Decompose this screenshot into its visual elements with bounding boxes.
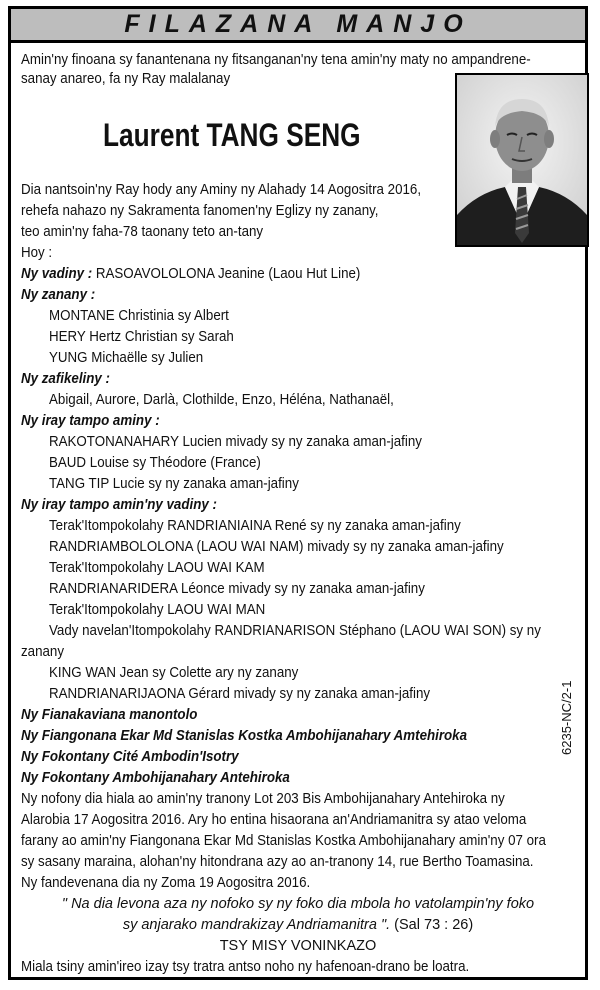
organization-line: Ny Fokontany Cité Ambodin'Isotry bbox=[21, 749, 239, 765]
inlaws-label: Ny iray tampo amin'ny vadiny : bbox=[21, 497, 217, 513]
children-label: Ny zanany : bbox=[21, 287, 96, 303]
spouse-label: Ny vadiny : bbox=[21, 266, 93, 282]
organization-line: Ny Fianakaviana manontolo bbox=[21, 707, 198, 723]
quote-line-2 bbox=[11, 916, 585, 934]
relative-entry: TANG TIP Lucie sy ny zanaka aman-jafiny bbox=[49, 476, 299, 492]
grandchildren-label: Ny zafikeliny : bbox=[21, 371, 110, 387]
no-flowers-note: TSY MISY VONINKAZO bbox=[219, 938, 377, 954]
portrait-photo bbox=[455, 73, 589, 247]
child-entry: MONTANE Christinia sy Albert bbox=[49, 308, 229, 324]
quote-reference: (Sal 73 : 26) bbox=[390, 917, 474, 933]
spouse-line bbox=[21, 265, 360, 283]
inlaw-entry: Vady navelan'Itompokolahy RANDRIANARISON Stéphano (LAOU WAI SON) sy ny bbox=[49, 623, 541, 639]
inlaw-entry: RANDRIAMBOLOLONA (LAOU WAI NAM) mivady sy ny zanaka aman-jafiny bbox=[49, 539, 504, 555]
inlaw-entry: RANDRIANARIJAONA Gérard mivady sy ny zanaka aman-jafiny bbox=[49, 686, 431, 702]
organization-line: Ny Fokontany Ambohijanahary Antehiroka bbox=[21, 770, 290, 786]
funeral-line: Ny fandevenana dia ny Zoma 19 Aogositra 2016. bbox=[21, 875, 311, 891]
deceased-name: Laurent TANG SENG bbox=[103, 117, 361, 153]
relative-entry: BAUD Louise sy Théodore (France) bbox=[49, 455, 261, 471]
inlaw-entry: Terak'Itompokolahy LAOU WAI MAN bbox=[49, 602, 266, 618]
organization-line: Ny Fiangonana Ekar Md Stanislas Kostka Ambohijanahary Amtehiroka bbox=[21, 728, 468, 744]
inlaw-entry: KING WAN Jean sy Colette ary ny zanany bbox=[49, 665, 299, 681]
funeral-line: farany ao amin'ny Fiangonana Ekar Md Stanislas Kostka Ambohijanahary amin'ny 07 ora bbox=[21, 833, 546, 849]
intro-line-1: Amin'ny finoana sy fanantenana ny fitsanganan'ny tena amin'ny maty no ampandrene- bbox=[21, 52, 531, 68]
obituary-notice bbox=[8, 6, 588, 980]
intro-line-2: sanay anareo, fa ny Ray malalanay bbox=[21, 71, 231, 87]
announcement-line-3: teo amin'ny faha-78 taonany teto an-tany bbox=[21, 224, 264, 240]
inlaw-entry: Terak'Itompokolahy RANDRIANIAINA René sy ny zanaka aman-jafiny bbox=[49, 518, 461, 534]
quote-text: sy anjarako mandrakizay Andriamanitra ". bbox=[122, 917, 391, 933]
notice-header: FILAZANA MANJO bbox=[11, 9, 585, 43]
relative-entry: RAKOTONANAHARY Lucien mivady sy ny zanaka aman-jafiny bbox=[49, 434, 422, 450]
announcement-line-1: Dia nantsoin'ny Ray hody any Aminy ny Alahady 14 Aogositra 2016, bbox=[21, 182, 422, 198]
inlaw-entry-continued: zanany bbox=[21, 644, 65, 660]
grandchildren-list: Abigail, Aurore, Darlà, Clothilde, Enzo, Héléna, Nathanaël, bbox=[49, 392, 394, 408]
quote-line-1: " Na dia levona aza ny nofoko sy ny foko dia mbola ho vatolampin'ny foko bbox=[61, 896, 535, 912]
spouse-name: RASOAVOLOLONA Jeanine (Laou Hut Line) bbox=[95, 266, 361, 282]
funeral-line: sy sasany maraina, alohan'ny hitondrana azy ao an-tranony 14, rue Bertho Toamasina. bbox=[21, 854, 534, 870]
inlaw-entry: Terak'Itompokolahy LAOU WAI KAM bbox=[49, 560, 265, 576]
portrait-icon bbox=[457, 75, 587, 245]
closing-note: Miala tsiny amin'ireo izay tsy tratra antso noho ny hafenoan-drano be loatra. bbox=[21, 959, 470, 975]
announcement-line-4: Hoy : bbox=[21, 245, 53, 261]
child-entry: HERY Hertz Christian sy Sarah bbox=[49, 329, 234, 345]
relatives-label: Ny iray tampo aminy : bbox=[21, 413, 160, 429]
funeral-line: Ny nofony dia hiala ao amin'ny tranony Lot 203 Bis Ambohijanahary Antehiroka ny bbox=[21, 791, 505, 807]
inlaw-entry: RANDRIANARIDERA Léonce mivady sy ny zanaka aman-jafiny bbox=[49, 581, 425, 597]
child-entry: YUNG Michaëlle sy Julien bbox=[49, 350, 204, 366]
funeral-line: Alarobia 17 Aogositra 2016. Ary ho entina hisaorana an'Andriamanitra sy atao veloma bbox=[21, 812, 527, 828]
reference-code: 6235-NC/2-1 bbox=[559, 680, 574, 755]
announcement-line-2: rehefa nahazo ny Sakramenta fanomen'ny Eglizy ny zanany, bbox=[21, 203, 379, 219]
